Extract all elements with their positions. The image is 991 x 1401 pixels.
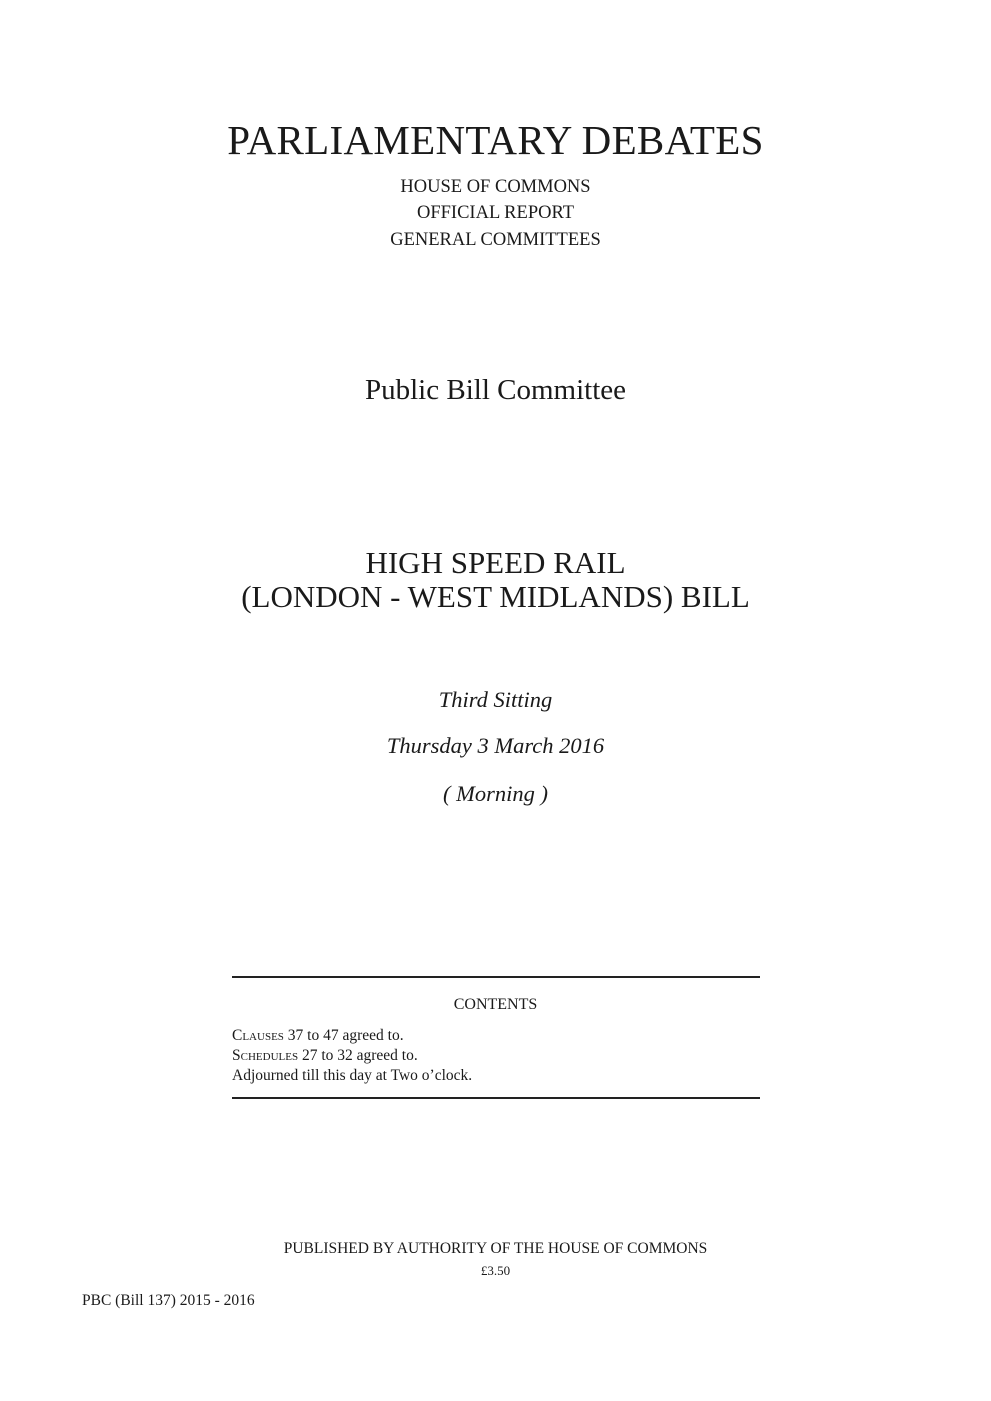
contents-item-lead: Clauses — [232, 1027, 284, 1044]
committees-label: GENERAL COMMITTEES — [390, 230, 601, 250]
contents-item — [232, 1046, 418, 1066]
contents-item-text: 27 to 32 agreed to. — [298, 1047, 418, 1064]
committee-name: Public Bill Committee — [365, 374, 626, 406]
report-label: OFFICIAL REPORT — [416, 203, 574, 223]
contents-top-rule — [232, 976, 760, 978]
sitting-session: ( Morning ) — [443, 781, 548, 806]
price: £3.50 — [480, 1263, 511, 1278]
document-reference: PBC (Bill 137) 2015 - 2016 — [82, 1292, 255, 1309]
sitting-name: Third Sitting — [438, 687, 553, 712]
publisher-statement: PUBLISHED BY AUTHORITY OF THE HOUSE OF COMMONS — [283, 1240, 708, 1257]
contents-item — [232, 1066, 472, 1086]
contents-item-text: 37 to 47 agreed to. — [283, 1027, 404, 1044]
contents-item-lead: Schedules — [232, 1047, 299, 1064]
contents-heading: CONTENTS — [453, 996, 538, 1013]
contents-bottom-rule — [232, 1097, 760, 1099]
house-label: HOUSE OF COMMONS — [400, 177, 591, 197]
document-title: PARLIAMENTARY DEBATES — [227, 117, 764, 163]
sitting-date: Thursday 3 March 2016 — [386, 733, 605, 758]
bill-title-line1: HIGH SPEED RAIL — [365, 545, 626, 580]
bill-title-line2: (LONDON - WEST MIDLANDS) BILL — [241, 579, 750, 614]
contents-item-text: Adjourned till this day at Two o’clock. — [232, 1067, 473, 1084]
contents-item — [232, 1026, 404, 1046]
